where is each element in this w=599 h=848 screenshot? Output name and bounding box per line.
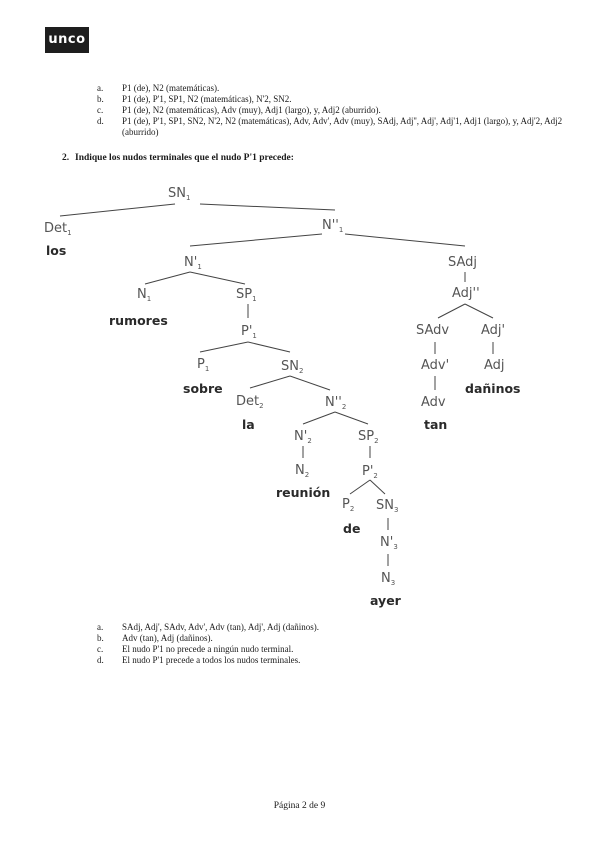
node-sp1: $SP_1$ [236, 287, 257, 303]
node-sadj: SAdj [448, 255, 478, 270]
word-tan: tan [424, 417, 448, 432]
word-daninos: dañinos [465, 381, 521, 396]
node-det2: Det$_2$ [236, 394, 264, 410]
word-sobre: sobre [183, 381, 223, 396]
node-adv: Adv [421, 395, 446, 410]
node-nbar1: $N'_1$ [184, 255, 202, 271]
node-sadv: SAdv [416, 323, 450, 338]
node-sn2: $SN_2$ [281, 359, 304, 375]
word-reunion: reunión [276, 485, 331, 500]
option-b: b. P1 (de), P'1, SP1, N2 (matemáticas), N'2, SN2. [97, 94, 292, 104]
node-n3: $N_3$ [381, 571, 396, 587]
question-text: Indique los nudos terminales que el nudo P'1 precede: [75, 153, 294, 163]
node-nbar2b: $N'_2$ [294, 429, 312, 445]
word-la: la [242, 417, 255, 432]
node-sn1: $SN_1$ [168, 186, 191, 202]
node-pbar2: $P'_2$ [362, 464, 378, 480]
node-p2: $P_2$ [342, 497, 355, 513]
word-rumores: rumores [109, 313, 168, 328]
word-los: los [46, 243, 67, 258]
node-p1: $P_1$ [197, 357, 210, 373]
node-adjbar1: Adj' [481, 323, 506, 338]
option-a: a. P1 (de), N2 (matemáticas). [97, 83, 220, 93]
tree-edges [60, 204, 493, 566]
node-sp2: $SP_2$ [358, 429, 379, 445]
unco-logo: unco [45, 27, 89, 53]
option-a: a. SAdj, Adj', SAdv, Adv', Adv (tan), Adj', Adj (dañinos). [97, 622, 320, 632]
word-de: de [343, 521, 361, 536]
page-number: Página 2 de 9 [273, 801, 326, 811]
node-det1: Det$_1$ [44, 221, 72, 237]
node-advbar: Adv' [421, 358, 450, 373]
node-adjbar2: Adj'' [452, 286, 480, 301]
node-sn3: $SN_3$ [376, 498, 399, 514]
question-2-options [97, 622, 517, 666]
node-pbar1: $P'_1$ [241, 324, 257, 340]
node-nbar2: $N''_1$ [322, 218, 344, 234]
question-number: 2. [62, 153, 70, 163]
option-c: c. El nudo P'1 no precede a ningún nudo terminal. [97, 644, 294, 654]
node-n2: $N_2$ [295, 463, 310, 479]
node-n1: $N_1$ [137, 287, 152, 303]
option-d: d. El nudo P'1 precede a todos los nudos terminales. [97, 655, 301, 665]
option-c: c. P1 (de), N2 (matemáticas), Adv (muy), Adj1 (largo), y, Adj2 (aburrido). [97, 105, 381, 115]
node-nbar3: $N'_3$ [380, 535, 398, 551]
option-b: b. Adv (tan), Adj (dañinos). [97, 633, 213, 643]
node-nbar22: $N''_2$ [325, 395, 347, 411]
option-d: d. P1 (de), P'1, SP1, SN2, N'2, N2 (matemáticas), Adv, Adv', Adv (muy), SAdj, Adj'', Adj', Adj'1, Adj1 (largo), y, Adj'2, Adj2 (aburrido) [97, 116, 563, 137]
node-adj: Adj [484, 358, 505, 373]
word-ayer: ayer [370, 593, 401, 608]
